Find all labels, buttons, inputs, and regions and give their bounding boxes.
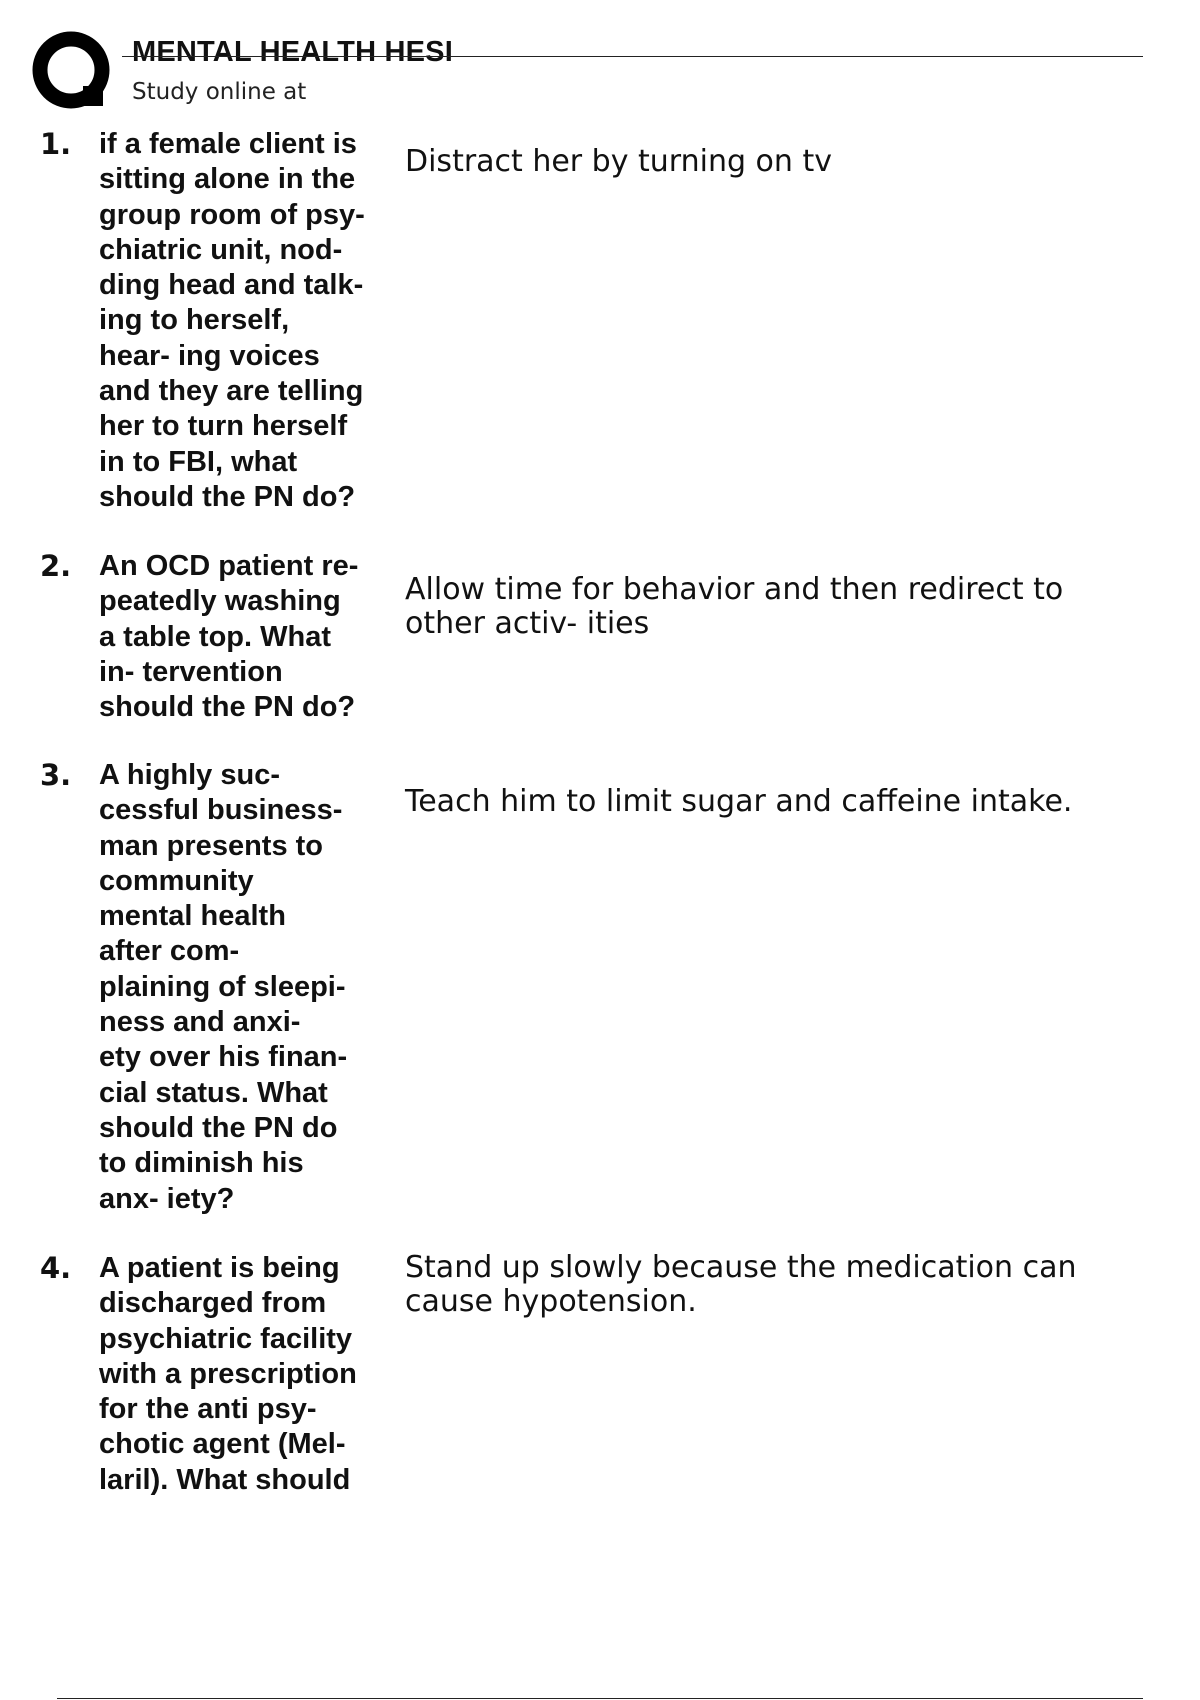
header-divider	[122, 56, 1143, 57]
card-question: A highly suc- cessful business- man presents to community mental health after com- plaining of sleepi- ness and anxi- ety over his finan- cial status. What should the PN do to diminish his anx- iety?	[99, 759, 348, 1215]
page-header	[0, 0, 1200, 120]
card-answer: Distract her by turning on tv	[405, 144, 832, 179]
footer-divider	[57, 1698, 1143, 1699]
card-number: 1.	[40, 127, 72, 161]
card-question: A patient is being discharged from psychiatric facility with a prescription for the anti psy- chotic agent (Mel- laril). What should	[99, 1252, 357, 1496]
card-answer: Allow time for behavior and then redirect to other activ- ities	[405, 572, 1064, 641]
card-number: 2.	[40, 549, 72, 583]
card-number: 4.	[40, 1251, 72, 1285]
quizlet-q-logo-icon	[31, 30, 113, 112]
card-question: if a female client is sitting alone in the group room of psy- chiatric unit, nod- ding head and talk- ing to herself, hear- ing voices and they are telling her to turn herself in to FBI, what should the PN do?	[99, 128, 365, 513]
card-answer: Teach him to limit sugar and caffeine intake.	[405, 784, 1073, 819]
card-number: 3.	[40, 758, 72, 792]
page-title: MENTAL HEALTH HESI	[132, 36, 453, 68]
card-answer: Stand up slowly because the medication can cause hypotension.	[405, 1250, 1077, 1319]
page-subtitle: Study online at	[132, 79, 307, 105]
card-question: An OCD patient re- peatedly washing a table top. What in- tervention should the PN do?	[99, 550, 359, 724]
